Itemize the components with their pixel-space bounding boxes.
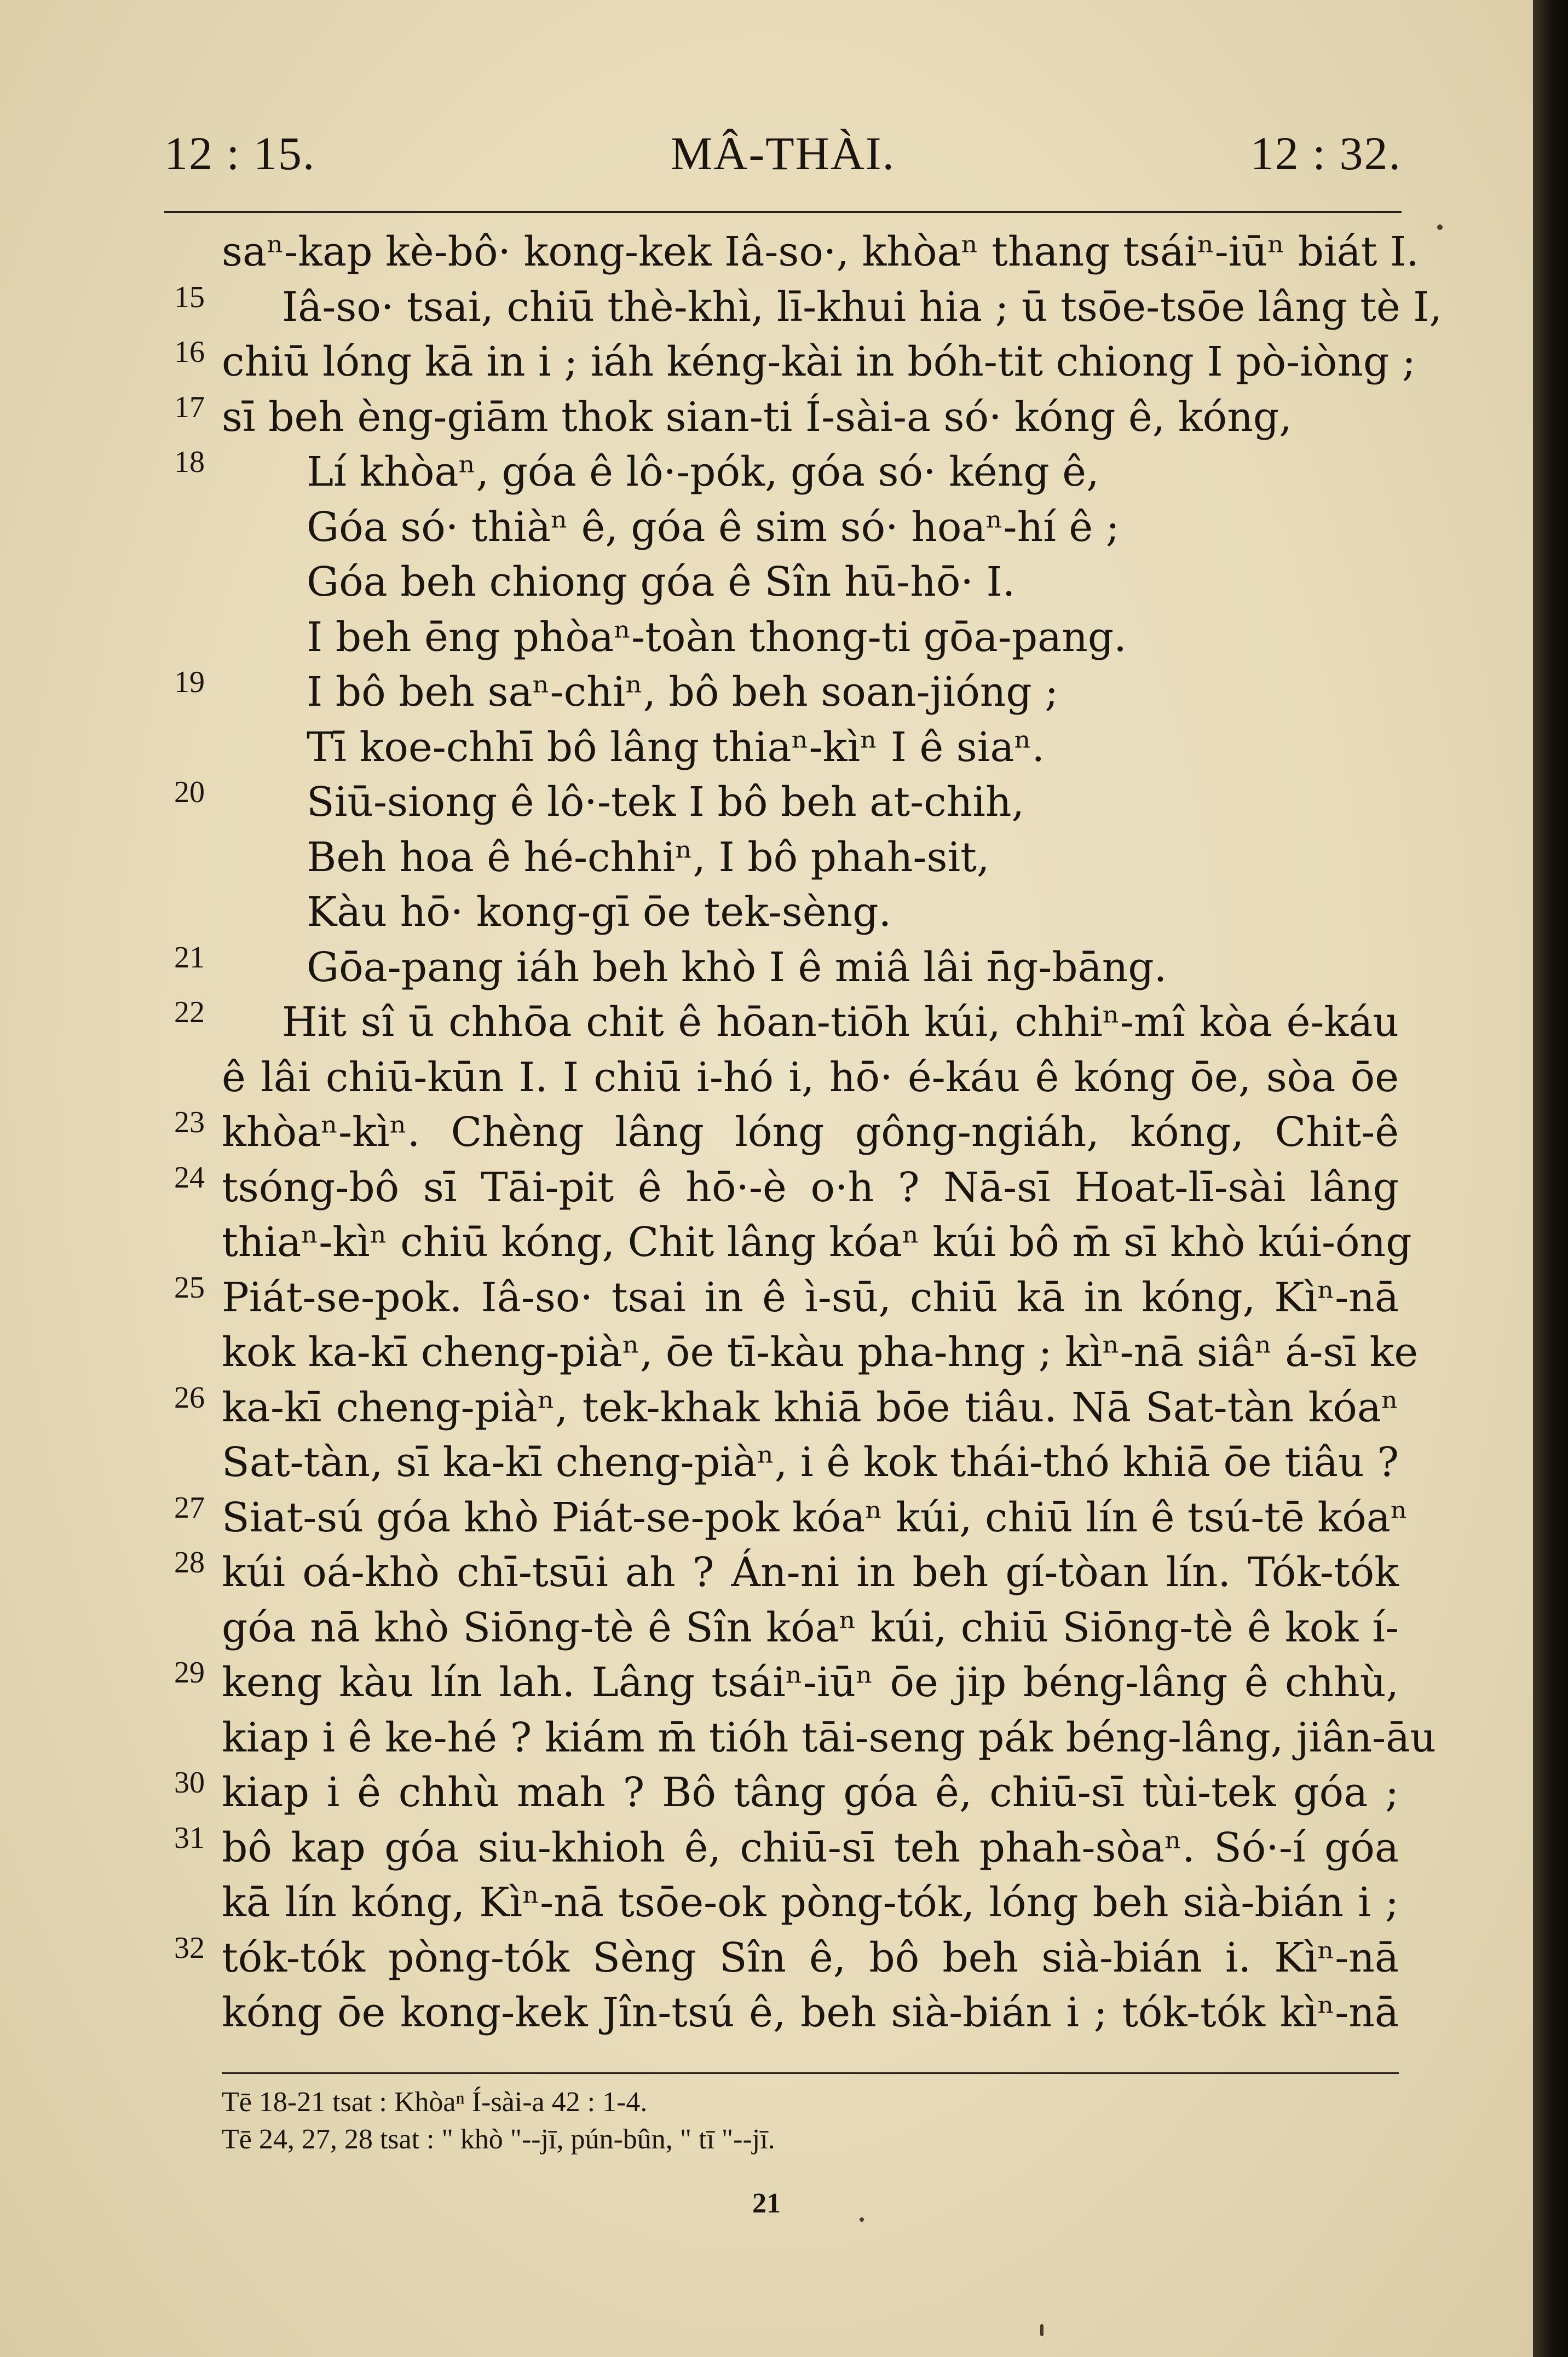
line-text: Góa beh chiong góa ê Sîn hū-hō· I.: [307, 558, 1016, 606]
line-text: khòaⁿ-kìⁿ. Chèng lâng lóng gông-ngiáh, kóng, Chit-ê: [222, 1109, 1399, 1156]
text-line: [0, 1380, 1533, 1436]
verse-number: 18: [174, 445, 205, 479]
line-text: Iâ-so· tsai, chiū thè-khì, lī-khui hia ; ū tsōe-tsōe lâng tè I,: [282, 283, 1442, 331]
verse-number: 21: [174, 940, 205, 975]
header-book-title: MÂ-THÀI.: [670, 127, 896, 180]
poem-line: [0, 555, 1533, 610]
line-text: tók-tók pòng-tók Sèng Sîn ê, bô beh sià-bián i. Kìⁿ-nā: [222, 1934, 1399, 1981]
text-line: [0, 1160, 1533, 1215]
line-text: kóng ōe kong-kek Jîn-tsú ê, beh sià-bián i ; tók-tók kìⁿ-nā: [222, 1989, 1399, 2036]
line-text: kā lín kóng, Kìⁿ-nā tsōe-ok pòng-tók, lóng beh sià-bián i ;: [222, 1879, 1399, 1926]
line-text: kúi oá-khò chī-tsūi ah ? Án-ni in beh gí-tòan lín. Tók-tók: [222, 1549, 1399, 1596]
line-text: saⁿ-kap kè-bô· kong-kek Iâ-so·, khòaⁿ thang tsáiⁿ-iūⁿ biát I.: [222, 228, 1419, 275]
line-text: sī beh èng-giām thok sian-ti Í-sài-a só· kóng ê, kóng,: [222, 393, 1292, 441]
text-line: [0, 1325, 1533, 1380]
line-text: chiū lóng kā in i ; iáh kéng-kài in bóh-tit chiong I pò-iòng ;: [222, 338, 1416, 385]
text-line: [0, 1600, 1533, 1656]
line-text: tsóng-bô sī Tāi-pit ê hō·-è o·h ? Nā-sī Hoat-lī-sài lâng: [222, 1163, 1399, 1211]
text-line: [0, 1215, 1533, 1270]
poem-line: [0, 940, 1533, 995]
header-verse-start: 12 : 15.: [164, 127, 316, 180]
paper-speck: [1437, 224, 1443, 230]
text-line: [0, 1875, 1533, 1930]
line-text: Kàu hō· kong-gī ōe tek-sèng.: [307, 889, 892, 936]
verse-number: 27: [174, 1490, 205, 1525]
text-line: [0, 995, 1533, 1050]
line-text: thiaⁿ-kìⁿ chiū kóng, Chit lâng kóaⁿ kúi bô m̄ sī khò kúi-óng: [222, 1219, 1412, 1266]
text-line: [0, 1765, 1533, 1820]
poem-line: [0, 610, 1533, 665]
verse-number: 22: [174, 995, 205, 1029]
line-text: kok ka-kī cheng-piàⁿ, ōe tī-kàu pha-hng ; kìⁿ-nā siâⁿ á-sī ke: [222, 1329, 1419, 1376]
verse-number: 29: [174, 1656, 205, 1690]
running-header: [164, 126, 1402, 186]
verse-number: 23: [174, 1105, 205, 1139]
line-text: Lí khòaⁿ, góa ê lô·-pók, góa só· kéng ê,: [307, 448, 1099, 495]
text-line: [0, 1985, 1533, 2041]
line-text: góa nā khò Siōng-tè ê Sîn kóaⁿ kúi, chiū Siōng-tè ê kok í-: [222, 1604, 1399, 1651]
verse-number: 28: [174, 1546, 205, 1580]
poem-line: [0, 885, 1533, 940]
page-number: 21: [752, 2188, 781, 2219]
footnote: Tē 18-21 tsat : Khòaⁿ Í-sài-a 42 : 1-4.: [222, 2087, 648, 2118]
verse-number: 24: [174, 1160, 205, 1195]
body-text: [0, 224, 1533, 2041]
text-line: [0, 1545, 1533, 1600]
verse-number: 32: [174, 1930, 205, 1965]
verse-number: 25: [174, 1270, 205, 1305]
text-line: [0, 1435, 1533, 1490]
text-line: [0, 1820, 1533, 1876]
poem-line: [0, 775, 1533, 830]
verse-number: 20: [174, 775, 205, 809]
line-text: kiap i ê chhù mah ? Bô tâng góa ê, chiū-sī tùi-tek góa ;: [222, 1769, 1399, 1816]
paper-speck: [860, 2217, 864, 2222]
footnote: Tē 24, 27, 28 tsat : " khò "--jī, pún-bûn, " tī "--jī.: [222, 2124, 775, 2155]
text-line: [0, 1655, 1533, 1710]
poem-line: [0, 500, 1533, 555]
poem-line: [0, 445, 1533, 500]
verse-number: 31: [174, 1820, 205, 1855]
page-edge-shadow: [1533, 0, 1568, 2357]
line-text: Piát-se-pok. Iâ-so· tsai in ê ì-sū, chiū kā in kóng, Kìⁿ-nā: [222, 1273, 1399, 1321]
verse-number: 26: [174, 1380, 205, 1415]
line-text: Tī koe-chhī bô lâng thiaⁿ-kìⁿ I ê siaⁿ.: [307, 723, 1045, 771]
line-text: ê lâi chiū-kūn I. I chiū i-hó i, hō· é-káu ê kóng ōe, sòa ōe: [222, 1053, 1399, 1101]
text-line: [0, 1490, 1533, 1546]
text-line: [0, 280, 1533, 335]
poem-line: [0, 830, 1533, 885]
header-verse-end: 12 : 32.: [1250, 127, 1402, 180]
line-text: keng kàu lín lah. Lâng tsáiⁿ-iūⁿ ōe jip béng-lâng ê chhù,: [222, 1659, 1399, 1706]
line-text: Hit sî ū chhōa chit ê hōan-tiōh kúi, chhiⁿ-mî kòa é-káu: [282, 999, 1399, 1046]
text-line: [0, 390, 1533, 445]
text-line: [0, 1710, 1533, 1766]
verse-number: 30: [174, 1766, 205, 1800]
line-text: Sat-tàn, sī ka-kī cheng-piàⁿ, i ê kok thái-thó khiā ōe tiâu ?: [222, 1439, 1399, 1486]
text-line: [0, 224, 1533, 280]
line-text: kiap i ê ke-hé ? kiám m̄ tióh tāi-seng pák béng-lâng, jiân-āu: [222, 1714, 1436, 1761]
verse-number: 17: [174, 390, 205, 424]
text-line: [0, 1050, 1533, 1105]
line-text: Góa só· thiàⁿ ê, góa ê sim só· hoaⁿ-hí ê ;: [307, 503, 1120, 551]
poem-line: [0, 720, 1533, 775]
text-line: [0, 1270, 1533, 1326]
verse-number: 19: [174, 665, 205, 699]
text-line: [0, 1930, 1533, 1986]
line-text: bô kap góa siu-khioh ê, chiū-sī teh phah-sòaⁿ. Só·-í góa: [222, 1824, 1399, 1871]
line-text: ka-kī cheng-piàⁿ, tek-khak khiā bōe tiâu. Nā Sat-tàn kóaⁿ: [222, 1384, 1399, 1431]
header-rule: [164, 211, 1402, 213]
verse-number: 16: [174, 335, 205, 369]
verse-number: 15: [174, 280, 205, 314]
line-text: I beh ēng phòaⁿ-toàn thong-ti gōa-pang.: [307, 613, 1127, 661]
footnote-rule: [222, 2072, 1399, 2074]
text-line: [0, 1105, 1533, 1160]
line-text: I bô beh saⁿ-chiⁿ, bô beh soan-jióng ;: [307, 669, 1059, 716]
line-text: Siat-sú góa khò Piát-se-pok kóaⁿ kúi, chiū lín ê tsú-tē kóaⁿ: [222, 1494, 1408, 1541]
paper-speck: [1040, 2324, 1044, 2336]
line-text: Gōa-pang iáh beh khò I ê miâ lâi n̄g-bāng.: [307, 943, 1167, 991]
text-line: [0, 335, 1533, 390]
line-text: Siū-siong ê lô·-tek I bô beh at-chih,: [307, 779, 1025, 826]
poem-line: [0, 665, 1533, 720]
line-text: Beh hoa ê hé-chhiⁿ, I bô phah-sit,: [307, 833, 990, 881]
